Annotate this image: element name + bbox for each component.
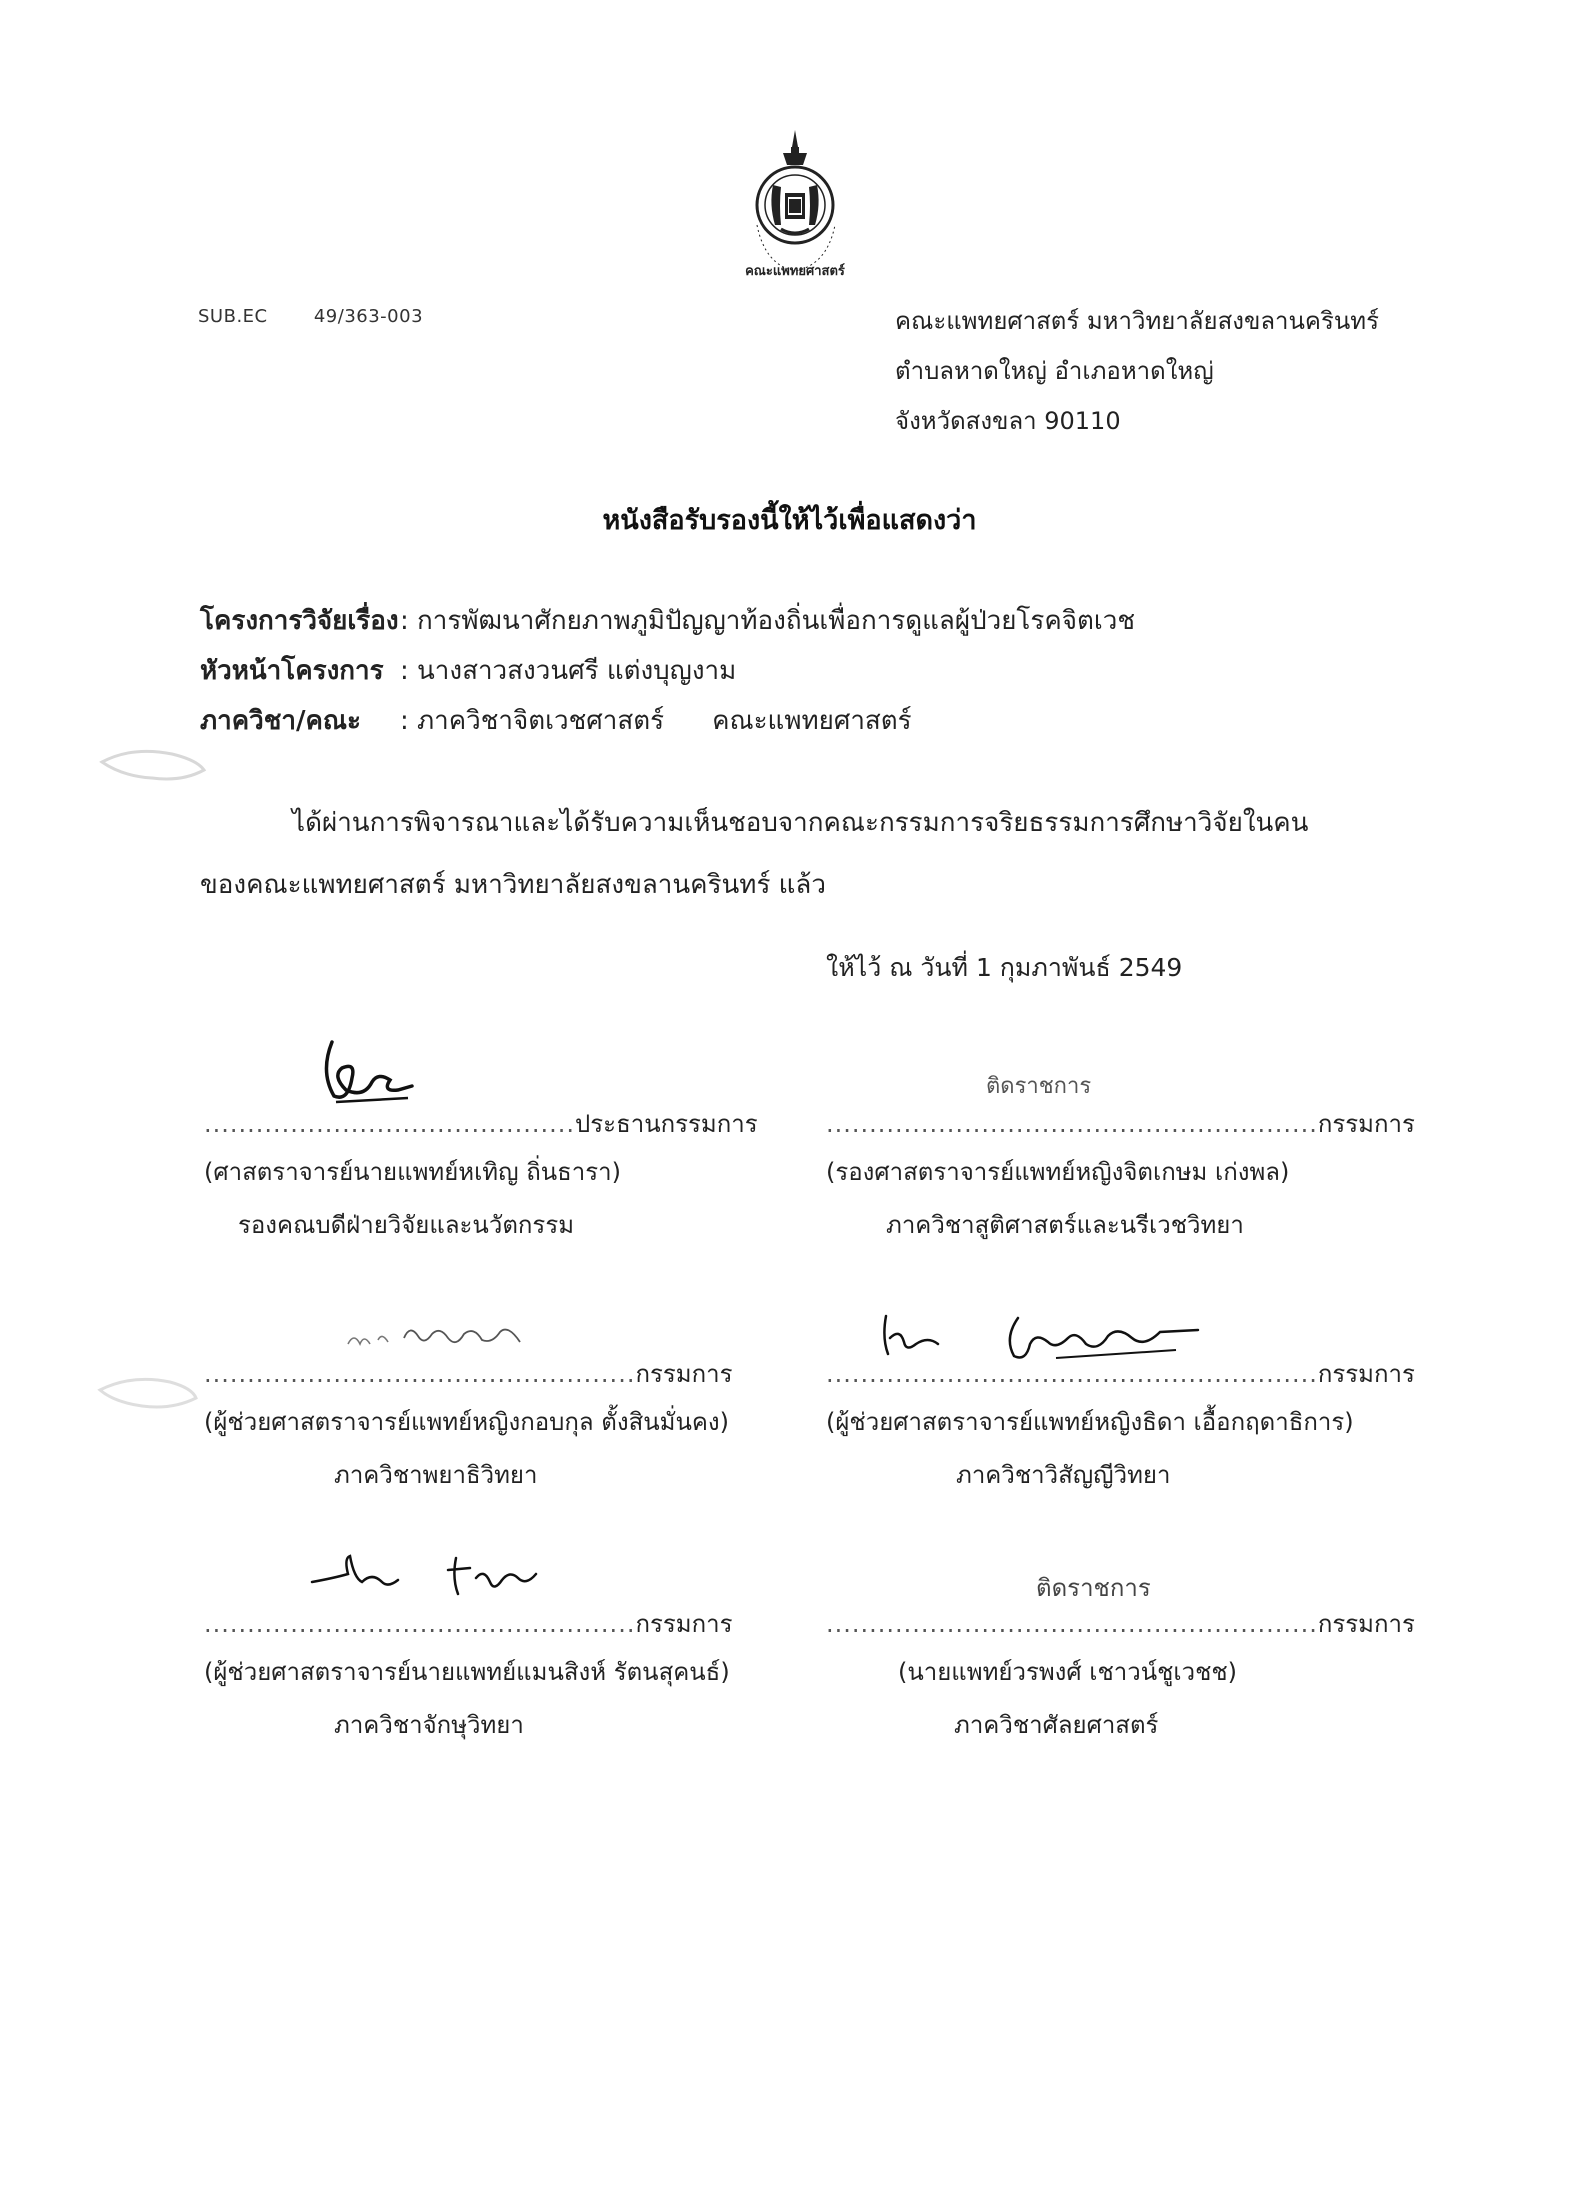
faculty-address xyxy=(895,296,1379,446)
project-title-value: : การพัฒนาศักยภาพภูมิปัญญาท้องถิ่นเพื่อการดูแลผู้ป่วยโรคจิตเวช xyxy=(400,606,1136,636)
svg-text:คณะแพทยศาสตร์: คณะแพทยศาสตร์ xyxy=(745,264,845,279)
signatory-committee-6 xyxy=(826,1574,1446,1744)
signature-line: ...........................................ประธานกรรมการ xyxy=(204,1110,758,1138)
signatory-committee-5 xyxy=(204,1604,824,1744)
signatory-dept: ภาควิชาสูติศาสตร์และนรีเวชวิทยา xyxy=(886,1211,1244,1239)
project-dept-value: : ภาควิชาจิตเวชศาสตร์ xyxy=(400,706,665,736)
signatory-role: กรรมการ xyxy=(635,1360,733,1388)
signatory-role: กรรมการ xyxy=(1317,1110,1415,1138)
paper-smudge-mark xyxy=(92,740,212,790)
signature-chairman-icon xyxy=(312,1032,422,1112)
signatory-role: กรรมการ xyxy=(1317,1360,1415,1388)
signatory-dept: ภาควิชาพยาธิวิทยา xyxy=(334,1461,538,1489)
project-leader-value: : นางสาวสงวนศรี แต่งบุญงาม xyxy=(400,656,737,686)
signatory-name: (รองศาสตราจารย์แพทย์หญิงจิตเกษม เก่งพล) xyxy=(826,1158,1290,1186)
signature-line: .........................................................กรรมการ xyxy=(826,1610,1415,1638)
reference-number xyxy=(198,306,423,327)
project-dept-label: ภาควิชา/คณะ xyxy=(200,706,361,736)
signatory-committee-2 xyxy=(826,1074,1446,1244)
reference-code: SUB.EC xyxy=(198,306,268,327)
project-leader-label: หัวหน้าโครงการ xyxy=(200,656,384,686)
signatory-committee-4 xyxy=(826,1354,1446,1494)
project-title-row xyxy=(200,596,1135,646)
faculty-emblem xyxy=(735,125,855,285)
signatory-name: (นายแพทย์วรพงศ์ เชาวน์ชูเวชช) xyxy=(898,1658,1238,1686)
signature-committee-5-icon xyxy=(304,1548,564,1608)
issue-date: ให้ไว้ ณ วันที่ 1 กุมภาพันธ์ 2549 xyxy=(826,953,1183,982)
signatory-committee-3 xyxy=(204,1354,824,1494)
project-info xyxy=(200,596,1135,746)
body-line-2: ของคณะแพทยศาสตร์ มหาวิทยาลัยสงขลานครินทร์ แล้ว xyxy=(200,870,826,900)
signatory-role: ประธานกรรมการ xyxy=(575,1110,758,1138)
signature-line: .........................................................กรรมการ xyxy=(826,1360,1415,1388)
signature-line: ..................................................กรรมการ xyxy=(204,1610,733,1638)
address-line-1: คณะแพทยศาสตร์ มหาวิทยาลัยสงขลานครินทร์ xyxy=(895,307,1379,335)
paper-smudge-mark-2 xyxy=(92,1370,202,1420)
emblem-seal-icon xyxy=(735,125,855,285)
project-faculty-value: คณะแพทยศาสตร์ xyxy=(712,706,912,736)
signatory-name: (ศาสตราจารย์นายแพทย์หเทิญ ถิ่นธารา) xyxy=(204,1158,621,1186)
signatory-dept: ภาควิชาวิสัญญีวิทยา xyxy=(956,1461,1171,1489)
address-line-3: จังหวัดสงขลา 90110 xyxy=(895,407,1121,435)
signature-line: ..................................................กรรมการ xyxy=(204,1360,733,1388)
project-leader-row xyxy=(200,646,1135,696)
signatory-note: ติดราชการ xyxy=(1036,1574,1151,1602)
signatory-role: กรรมการ xyxy=(635,1610,733,1638)
signatory-chairman xyxy=(204,1104,824,1244)
signatory-name: (ผู้ช่วยศาสตราจารย์นายแพทย์แมนสิงห์ รัตนสุคนธ์) xyxy=(204,1658,730,1686)
reference-id: 49/363-003 xyxy=(313,306,424,327)
project-dept-row xyxy=(200,696,1135,746)
signatory-name: (ผู้ช่วยศาสตราจารย์แพทย์หญิงธิดา เอื้อกฤดาธิการ) xyxy=(826,1408,1354,1436)
address-line-2: ตำบลหาดใหญ่ อำเภอหาดใหญ่ xyxy=(895,357,1214,385)
signatory-dept: ภาควิชาศัลยศาสตร์ xyxy=(954,1711,1159,1739)
signatory-dept: ภาควิชาจักษุวิทยา xyxy=(334,1711,524,1739)
signatory-role: กรรมการ xyxy=(1317,1610,1415,1638)
certificate-heading: หนังสือรับรองนี้ให้ไว้เพื่อแสดงว่า xyxy=(602,505,977,536)
signatory-note: ติดราชการ xyxy=(986,1074,1092,1099)
signatory-name: (ผู้ช่วยศาสตราจารย์แพทย์หญิงกอบกุล ตั้งสินมั่นคง) xyxy=(204,1408,729,1436)
signatory-dept: รองคณบดีฝ่ายวิจัยและนวัตกรรม xyxy=(238,1211,575,1239)
project-title-label: โครงการวิจัยเรื่อง xyxy=(200,606,399,636)
certificate-body xyxy=(200,792,1390,916)
body-line-1: ได้ผ่านการพิจารณาและได้รับความเห็นชอบจากคณะกรรมการจริยธรรมการศึกษาวิจัยในคน xyxy=(292,808,1309,838)
signature-line: .........................................................กรรมการ xyxy=(826,1110,1415,1138)
